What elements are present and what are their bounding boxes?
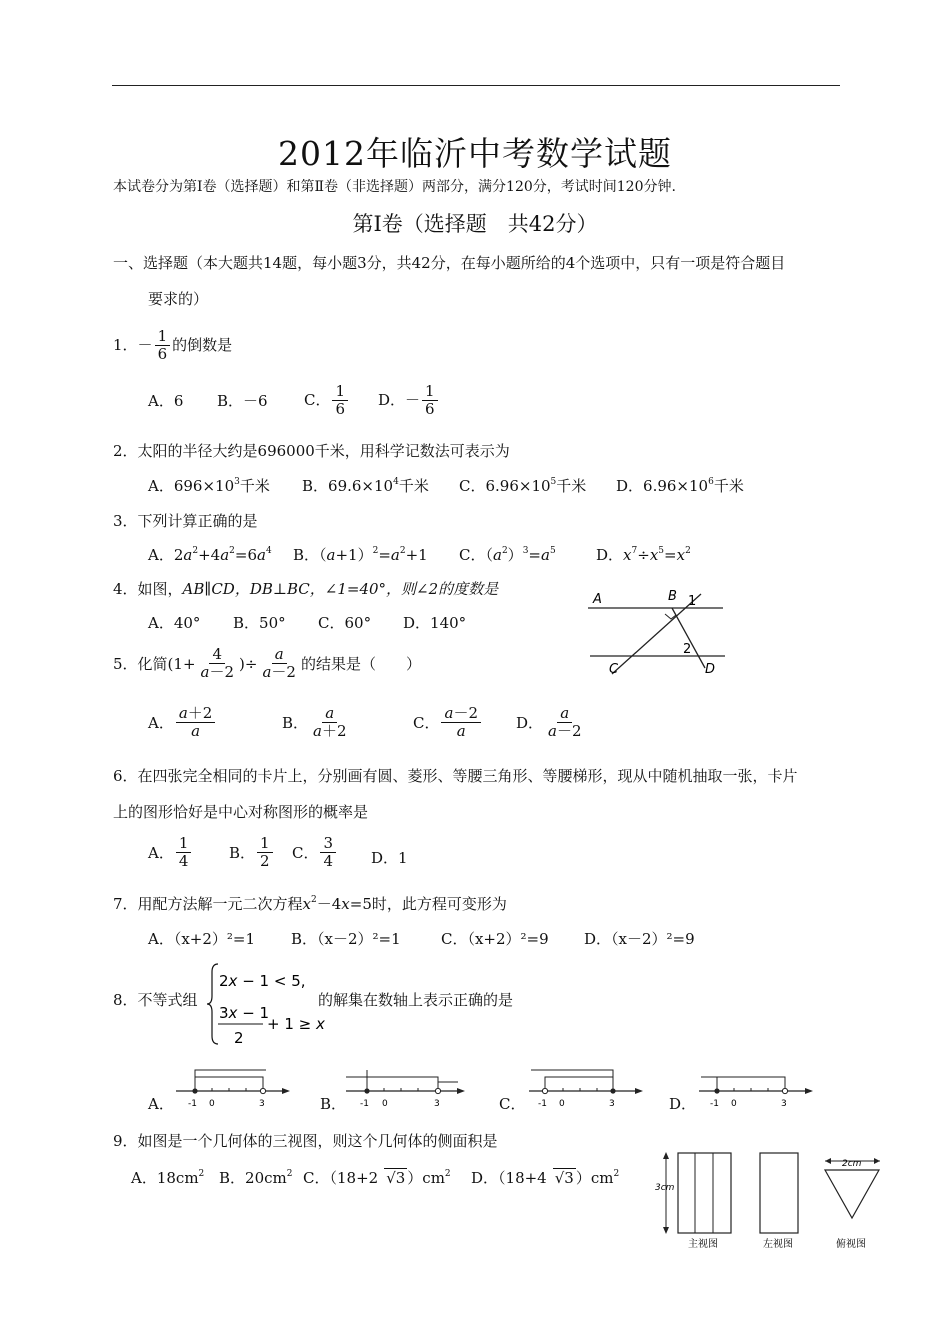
- question-6-cont: 上的图形恰好是中心对称图形的概率是: [113, 803, 369, 821]
- svg-text:0: 0: [209, 1099, 215, 1109]
- q4-option-c[interactable]: C．60°: [318, 614, 372, 632]
- q5-option-c[interactable]: C． $\frac{a-2}{a}$: [413, 705, 483, 741]
- view-left-label: 左视图: [763, 1239, 793, 1250]
- q4-option-a[interactable]: A．40°: [148, 614, 201, 632]
- section-instructions: 一、选择题（本大题共14题，每小题3分，共42分，在每小题所给的4个选项中，只有一项是符合题目: [113, 254, 786, 272]
- point-c-label: C: [609, 662, 619, 677]
- q9-option-b[interactable]: B．$20cm^2$: [219, 1169, 293, 1187]
- q8-numberline-b: [344, 1064, 469, 1109]
- svg-text:0: 0: [559, 1099, 565, 1109]
- svg-text:3: 3: [434, 1099, 440, 1109]
- section-instructions-cont: 要求的）: [148, 290, 209, 308]
- q1-fraction: $\frac{1}{6}$: [155, 328, 171, 364]
- q8-option-d[interactable]: D．: [669, 1095, 697, 1113]
- angle-2-label: 2: [683, 642, 692, 657]
- q1-text: 的倒数是: [172, 335, 233, 354]
- q8-option-b[interactable]: B．: [320, 1095, 347, 1113]
- q3-option-c[interactable]: C．$(a^2)^3=a^5$: [459, 546, 556, 564]
- svg-text:-1: -1: [538, 1099, 547, 1109]
- question-7: 7．用配方法解一元二次方程$x^2-4x=5$时，此方程可变形为: [113, 895, 507, 913]
- q1-minus: －: [137, 335, 153, 354]
- view-front-label: 主视图: [688, 1239, 718, 1250]
- q2-option-c[interactable]: C．$6.96\times 10^5$千米: [459, 477, 587, 495]
- q5-option-b[interactable]: B． $\frac{a}{a+2}$: [282, 704, 347, 741]
- q7-option-c[interactable]: C．（x+2）²=9: [441, 930, 549, 948]
- page-title: 2012年临沂中考数学试题: [278, 134, 672, 173]
- q2-option-b[interactable]: B．$69.6\times 10^4$千米: [302, 477, 429, 495]
- part-heading: 第Ⅰ卷（选择题 共42分）: [352, 212, 598, 236]
- q8-option-a[interactable]: A．: [148, 1095, 174, 1113]
- q7-option-d[interactable]: D．（x－2）²=9: [584, 930, 695, 948]
- q9-option-d[interactable]: D．（18+4 √3 ）$cm^2$: [471, 1169, 620, 1187]
- q6-option-d[interactable]: D．1: [371, 849, 408, 867]
- q1-number: 1．: [113, 335, 138, 354]
- q3-option-b[interactable]: B．$(a+1)^2=a^2+1$: [293, 546, 428, 564]
- q6-option-c[interactable]: C． $\frac{3}{4}$: [292, 835, 338, 871]
- question-4: 4．如图，AB∥CD，DB⊥BC，∠1=40°，则∠2的度数是: [113, 580, 499, 598]
- question-1: [113, 328, 232, 364]
- q8-numberline-c: [527, 1064, 647, 1109]
- q6-option-b[interactable]: B． $\frac{1}{2}$: [229, 835, 275, 871]
- q9-option-c[interactable]: C．（18+2 √3 ）$cm^2$: [303, 1169, 451, 1187]
- q3-option-d[interactable]: D．$x^7\div x^5=x^2$: [596, 546, 691, 564]
- q5-option-d[interactable]: D． $\frac{a}{a-2}$: [516, 704, 582, 741]
- q1-option-d[interactable]: D．－ $\frac{1}{6}$: [378, 383, 440, 419]
- q4-option-b[interactable]: B．50°: [233, 614, 286, 632]
- point-d-label: D: [705, 662, 716, 677]
- svg-text:3x − 1: 3x − 1: [219, 1004, 270, 1022]
- question-2: 2．太阳的半径大约是696000千米，用科学记数法可表示为: [113, 442, 510, 460]
- q3-option-a[interactable]: A．$2a^2+4a^2=6a^4$: [148, 546, 272, 564]
- svg-text:-1: -1: [360, 1099, 369, 1109]
- dim-height: 3cm: [655, 1183, 675, 1193]
- q1-option-a[interactable]: A．6: [148, 392, 184, 410]
- sqrt-3: √3: [554, 1169, 574, 1187]
- svg-text:2x − 1 < 5,: 2x − 1 < 5,: [219, 972, 306, 990]
- question-8: 8．不等式组: [113, 991, 198, 1009]
- point-b-label: B: [668, 589, 677, 604]
- q9-three-views: [655, 1148, 895, 1253]
- q8-numberline-a: [174, 1064, 294, 1109]
- question-6: 6．在四张完全相同的卡片上，分别画有圆、菱形、等腰三角形、等腰梯形，现从中随机抽取一张，卡片: [113, 767, 798, 785]
- question-3: 3．下列计算正确的是: [113, 512, 258, 530]
- q1-option-b[interactable]: B．－6: [217, 392, 268, 410]
- svg-text:0: 0: [382, 1099, 388, 1109]
- q1-option-c[interactable]: C． $\frac{1}{6}$: [304, 383, 350, 419]
- sqrt-3: √3: [386, 1169, 406, 1187]
- svg-text:3: 3: [609, 1099, 615, 1109]
- svg-text:-1: -1: [188, 1099, 197, 1109]
- intro-text: 本试卷分为第Ⅰ卷（选择题）和第Ⅱ卷（非选择题）两部分，满分120分，考试时间120分钟.: [113, 179, 676, 195]
- q2-option-a[interactable]: A．$696\times 10^3$千米: [148, 477, 270, 495]
- top-rule: [112, 85, 840, 86]
- svg-text:2: 2: [234, 1029, 244, 1047]
- q2-option-d[interactable]: D．$6.96\times 10^6$千米: [616, 477, 744, 495]
- svg-text:3: 3: [259, 1099, 265, 1109]
- q8-inequality-system: [205, 958, 325, 1052]
- dim-width: 2cm: [842, 1159, 862, 1169]
- q7-option-a[interactable]: A．（x+2）²=1: [148, 930, 256, 948]
- q8-numberline-d: [697, 1064, 817, 1109]
- q9-option-a[interactable]: A．$18cm^2$: [131, 1169, 205, 1187]
- q4-figure: [585, 588, 735, 680]
- q4-option-d[interactable]: D．140°: [403, 614, 467, 632]
- q5-option-a[interactable]: A． $\frac{a+2}{a}$: [148, 705, 217, 741]
- q7-option-b[interactable]: B．（x－2）²=1: [291, 930, 401, 948]
- q6-option-a[interactable]: A． $\frac{1}{4}$: [148, 835, 193, 871]
- question-5: 5．化简 (1+ $\frac{4}{a-2}$ )÷ $\frac{a}{a-2}$ 的结果是（ ）: [113, 645, 421, 682]
- svg-text:+ 1 ≥ x: + 1 ≥ x: [267, 1015, 325, 1033]
- svg-text:3: 3: [781, 1099, 787, 1109]
- q8-option-c[interactable]: C．: [499, 1095, 526, 1113]
- question-8-cont: 的解集在数轴上表示正确的是: [318, 991, 514, 1009]
- question-9: 9．如图是一个几何体的三视图，则这个几何体的侧面积是: [113, 1132, 498, 1150]
- svg-text:-1: -1: [710, 1099, 719, 1109]
- point-a-label: A: [593, 592, 602, 607]
- svg-text:0: 0: [731, 1099, 737, 1109]
- angle-1-label: 1: [688, 594, 697, 609]
- view-top-label: 俯视图: [836, 1239, 866, 1250]
